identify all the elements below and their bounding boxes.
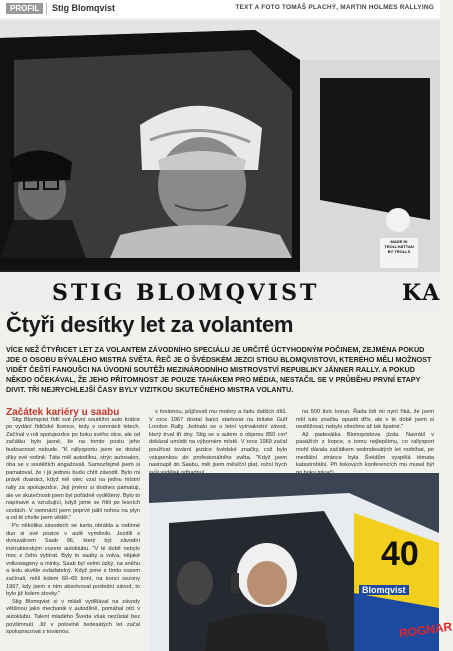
plate-text: STIG BLOMQVIST bbox=[52, 280, 320, 306]
car-number: 40 bbox=[381, 535, 419, 573]
header-credit: TEXT A FOTO TOMÁŠ PLACHÝ, MARTIN HOLMES RALLYING bbox=[235, 4, 434, 11]
paragraph: Až padesátka Blomqvistova jízda. Navrátil v pasážích z kopce, s tomu nejlepšímu, co rallysport mohl dávala začátkem sedmdesátých let rozbíhat, po mediální stránce byla Švédům vyspělá témata katastrofální. Při tiskových konferencích mu musel být bbox=[296, 431, 434, 469]
paragraph: Po několika závodech se karta obrátila a rodinné duo si své pozice v autě vyměnilo. Jezdili s dvouválcem Saab 96, který byl závodní instruktorským vozem autoklubu. "V té době nebylo moc z čeho vybírat. Byly to saaby a volva, nějaké volkswageny a minky. Saab byl velmi úzký, na sněhu a ledu skvěle ovladatelný. Když jsme s tímto vozem začínali, měli kolem 60–65 koní, na konci sezony 1967, kdy jsem s ním absolvoval poslední závod, to bylo již kolem stovky." bbox=[6, 522, 140, 598]
hero-photo-illustration bbox=[0, 20, 440, 310]
article-title: Čtyři desítky let za volantem bbox=[6, 312, 294, 337]
article-column-3 bbox=[296, 409, 434, 471]
article-column-2 bbox=[149, 409, 287, 471]
windshield-name: Blomqvist bbox=[359, 585, 409, 595]
paragraph: na 500 tisíc korun. Řada lidí mi nyní říká, že jsem měl tuto značku opustit dřív, ale v té době jsem si nestěžoval, nebylo všechno až tak špatné." bbox=[296, 409, 434, 431]
sponsor-text: ROGNAR bbox=[398, 619, 453, 641]
article-lead: VÍCE NEŽ ČTYŘICET LET ZA VOLANTEM ZÁVODNÍHO SPECIÁLU JE URČITĚ ÚCTYHODNÝM POČINEM, ZEJMÉNA POKUD JDE O OSOBU BÝVALÉHO MISTRA SVĚTA. ŘEČ JE O ŠVÉDSKÉM JEZCI STIGU BLOMQVISTOVI, KTERÉHO MĚLI MOŽNOST VIDĚT ČEŠTÍ FANOUŠCI NA ÚVODNÍ SOUTĚŽI MEZINÁRODNÍHO MISTROVSTVÍ REPUBLIKY JÄNNER RALLY. A POKUD NĚKDO OČEKÁVAL, ŽE JEHO PŘÍTOMNOST JE POUZE TAHÁKEM PRO MÉDIA, NESTAČIL SE V PRŮBĚHU PRVNÍ ETAPY DIVIT. TŘI NEJRYCHLEJŠÍ ČASY BYLY VIZITKOU SKUTEČNÉHO MISTRA VOLANTU. bbox=[6, 345, 432, 394]
paragraph: Stig Blomqvist si v mládí vydělával na závody většinou jako mechanik v autodílně, pomáhal otci v autoklubu. Talent mladého Šveda však nezůstal bez povšimnutí. Již v polovině šedesátých let začal spolupracovat s továrnou. bbox=[6, 598, 140, 636]
header-divider bbox=[46, 3, 47, 15]
article-column-1 bbox=[6, 409, 140, 637]
paragraph: s továrnou, půjčovali mu motory a řadu dalších dílů. V roce 1967 dostal šanci startovat na britské Gulf London Rally. Jednalo se o letní vytrvalostní závod, který trval tři dny. Stig se s autem o objemu 850 cm³ dokázal umístit na výborném místě. V roce 1969 začal používat tovární jezdce švédské značky, což bylo vstupenkou do profesionálního světa. "Když jsem nastoupil do Saabu, měl jsem měsíční plat, roční bych bbox=[149, 409, 287, 469]
car-name-plate bbox=[0, 272, 440, 312]
paragraph: Stig Blomqvist řídil své první soutěžní auto krátce po vydání řidičské licence, tedy v osmnácti letech. Začínal v roli spolujezdce po boku svého otce, ale od začátku bylo jasné, že na tomto postu jeho budoucnost nebude. "K rallysportu jsem se dostal díky své rodině. Táta měl autodílnu, strýc autosalon, oba se v soutěžích angažovali. Samozřejmě jsem si pamatoval, že i já jednou budu chtít závodit. Bylo mi právě dvanáct, když mě otec vzal na jednu místní rally za spolujezdce. Její jméno si dodnes pamatuji, ale ve skutečnosti jsem byl pořádně vyděšený. Bylo to napínavé a vzrušující, když jsme se řítili po lesních cestách. V osmnácti jsem poprvé pálil nohou na plyn a od té chvíle jsem věděl." bbox=[6, 416, 141, 522]
header-person-name: Stig Blomqvist bbox=[52, 3, 116, 13]
window-badge: MADE IN TROLLHÄTTAN BY TROLLS bbox=[384, 239, 414, 254]
plate-partial-text: KA bbox=[402, 280, 442, 306]
hero-photo bbox=[0, 20, 440, 310]
driver-car-photo bbox=[149, 473, 453, 651]
page-header bbox=[0, 0, 440, 18]
article-subheading: Začátek kariéry u saabu bbox=[6, 407, 120, 418]
section-label: PROFIL bbox=[6, 3, 43, 14]
